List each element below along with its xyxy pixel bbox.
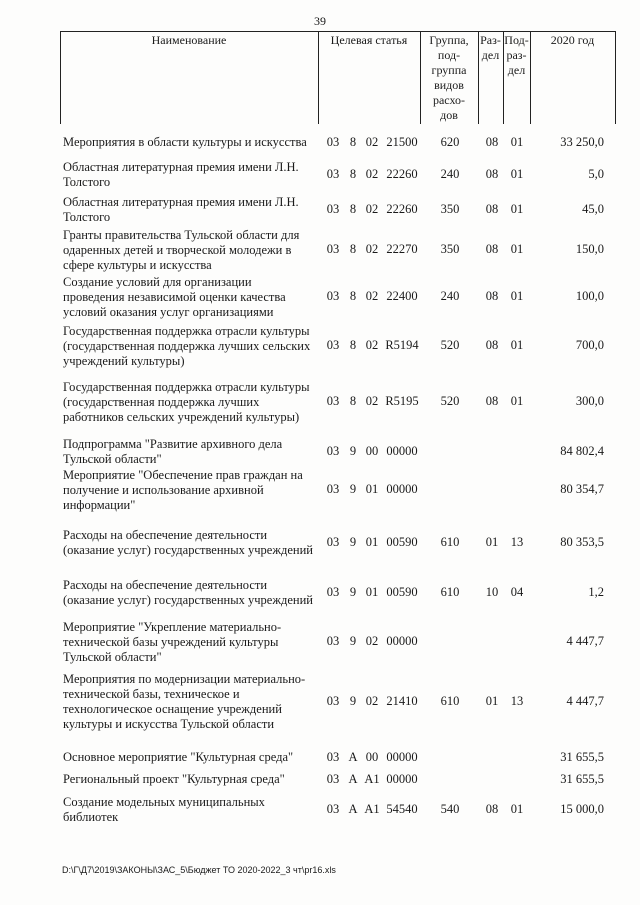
cell-a: 03 (326, 585, 340, 599)
cell-b: А (348, 750, 358, 764)
cell-a: 03 (326, 802, 340, 816)
cell-sec: 01 (485, 694, 499, 708)
cell-c: А1 (364, 802, 380, 816)
cell-d: 22400 (386, 289, 418, 303)
cell-a: 03 (326, 634, 340, 648)
cell-d: 54540 (386, 802, 418, 816)
cell-sub: 01 (510, 802, 524, 816)
cell-grp: 350 (440, 202, 460, 216)
cell-b: 8 (349, 394, 357, 408)
cell-b: 8 (349, 242, 357, 256)
row-name: Региональный проект "Культурная среда" (63, 772, 285, 786)
cell-d: 00590 (386, 585, 418, 599)
cell-a: 03 (326, 482, 340, 496)
cell-sub: 01 (510, 338, 524, 352)
cell-sec: 08 (485, 167, 499, 181)
cell-a: 03 (326, 338, 340, 352)
cell-a: 03 (326, 444, 340, 458)
cell-amount-2020: 300,0 (575, 394, 604, 408)
cell-d: 21500 (386, 135, 418, 149)
cell-sec: 01 (485, 535, 499, 549)
cell-a: 03 (326, 289, 340, 303)
cell-amount-2020: 4 447,7 (566, 694, 604, 708)
cell-sub: 13 (510, 694, 524, 708)
cell-c: 02 (365, 394, 379, 408)
row-name: Создание модельных муниципальных библиотек (63, 795, 265, 824)
header-group: Группа, под- группа видов расхо- дов (429, 33, 469, 122)
header-subsection: Под- раз- дел (504, 33, 529, 77)
cell-b: 9 (349, 585, 357, 599)
row-name: Государственная поддержка отрасли культуры (государственная поддержка лучших сельских учреждений культуры) (63, 324, 311, 368)
cell-d: R5195 (385, 394, 419, 408)
cell-a: 03 (326, 394, 340, 408)
cell-d: 21410 (386, 694, 418, 708)
row-name: Гранты правительства Тульской области для одаренных детей и творческой молодежи в сфере культуры и искусства (63, 228, 300, 272)
cell-sec: 08 (485, 394, 499, 408)
cell-c: 02 (365, 289, 379, 303)
row-name: Мероприятия в области культуры и искусства (63, 135, 307, 149)
cell-d: 00000 (386, 444, 418, 458)
cell-b: 8 (349, 202, 357, 216)
cell-d: 00000 (386, 482, 418, 496)
cell-grp: 520 (440, 394, 460, 408)
cell-b: 8 (349, 135, 357, 149)
cell-sec: 08 (485, 289, 499, 303)
cell-sub: 01 (510, 167, 524, 181)
row-name: Областная литературная премия имени Л.Н. Толстого (63, 160, 299, 189)
cell-a: 03 (326, 242, 340, 256)
cell-amount-2020: 31 655,5 (560, 750, 604, 764)
cell-a: 03 (326, 750, 340, 764)
cell-grp: 610 (440, 535, 460, 549)
cell-d: 00000 (386, 772, 418, 786)
cell-grp: 620 (440, 135, 460, 149)
cell-c: 02 (365, 167, 379, 181)
cell-a: 03 (326, 694, 340, 708)
cell-c: А1 (364, 772, 380, 786)
header-top-border (60, 31, 615, 32)
row-name: Государственная поддержка отрасли культуры (государственная поддержка лучших работников сельских учреждений культуры) (63, 380, 310, 424)
cell-amount-2020: 80 353,5 (560, 535, 604, 549)
cell-grp: 610 (440, 694, 460, 708)
cell-a: 03 (326, 202, 340, 216)
cell-b: 9 (349, 694, 357, 708)
cell-sec: 08 (485, 802, 499, 816)
cell-amount-2020: 31 655,5 (560, 772, 604, 786)
cell-c: 01 (365, 482, 379, 496)
cell-d: R5194 (385, 338, 419, 352)
cell-sub: 01 (510, 289, 524, 303)
row-name: Расходы на обеспечение деятельности (оказание услуг) государственных учреждений (63, 578, 313, 607)
cell-b: 9 (349, 535, 357, 549)
cell-c: 02 (365, 202, 379, 216)
header-section: Раз- дел (480, 33, 501, 62)
cell-c: 02 (365, 338, 379, 352)
cell-b: 8 (349, 289, 357, 303)
cell-c: 02 (365, 634, 379, 648)
cell-sec: 08 (485, 135, 499, 149)
row-name: Основное мероприятие "Культурная среда" (63, 750, 294, 764)
cell-amount-2020: 150,0 (575, 242, 604, 256)
page-number: 39 (314, 14, 326, 28)
cell-d: 22260 (386, 167, 418, 181)
cell-b: А (348, 772, 358, 786)
cell-a: 03 (326, 772, 340, 786)
cell-b: 9 (349, 444, 357, 458)
cell-grp: 610 (440, 585, 460, 599)
cell-d: 00000 (386, 750, 418, 764)
row-name: Расходы на обеспечение деятельности (оказание услуг) государственных учреждений (63, 528, 313, 557)
cell-grp: 520 (440, 338, 460, 352)
header-target-article: Целевая статья (330, 33, 408, 47)
cell-c: 00 (365, 750, 379, 764)
cell-b: 8 (349, 338, 357, 352)
cell-d: 22270 (386, 242, 418, 256)
cell-c: 00 (365, 444, 379, 458)
cell-d: 00590 (386, 535, 418, 549)
row-name: Создание условий для организации проведения независимой оценки качества условий оказания услуг организациями (63, 275, 286, 319)
cell-sub: 04 (510, 585, 524, 599)
cell-amount-2020: 80 354,7 (560, 482, 604, 496)
header-year: 2020 год (550, 33, 595, 47)
cell-b: 9 (349, 482, 357, 496)
cell-sec: 08 (485, 202, 499, 216)
cell-grp: 540 (440, 802, 460, 816)
cell-b: 9 (349, 634, 357, 648)
cell-amount-2020: 15 000,0 (560, 802, 604, 816)
row-name: Мероприятие "Обеспечение прав граждан на получение и использование архивной информации" (63, 468, 303, 512)
cell-grp: 240 (440, 289, 460, 303)
cell-grp: 350 (440, 242, 460, 256)
cell-amount-2020: 4 447,7 (566, 634, 604, 648)
cell-sub: 01 (510, 394, 524, 408)
header-divider (615, 31, 616, 124)
cell-a: 03 (326, 135, 340, 149)
cell-c: 01 (365, 535, 379, 549)
cell-c: 02 (365, 135, 379, 149)
row-name: Мероприятие "Укрепление материально- технической базы учреждений культуры Тульской области" (63, 620, 282, 664)
row-name: Областная литературная премия имени Л.Н. Толстого (63, 195, 299, 224)
cell-c: 02 (365, 694, 379, 708)
cell-sub: 01 (510, 202, 524, 216)
cell-sub: 13 (510, 535, 524, 549)
cell-d: 00000 (386, 634, 418, 648)
row-name: Мероприятия по модернизации материально- технической базы, техническое и технологическое оснащение учреждений культуры и искусства Тульской области (63, 672, 306, 731)
cell-amount-2020: 84 802,4 (560, 444, 604, 458)
cell-sec: 10 (485, 585, 499, 599)
cell-sec: 08 (485, 338, 499, 352)
header-name: Наименование (151, 33, 227, 47)
cell-amount-2020: 45,0 (582, 202, 604, 216)
cell-b: 8 (349, 167, 357, 181)
cell-b: А (348, 802, 358, 816)
cell-grp: 240 (440, 167, 460, 181)
cell-d: 22260 (386, 202, 418, 216)
cell-sub: 01 (510, 242, 524, 256)
cell-amount-2020: 1,2 (588, 585, 604, 599)
cell-amount-2020: 700,0 (575, 338, 604, 352)
cell-amount-2020: 33 250,0 (560, 135, 604, 149)
row-name: Подпрограмма "Развитие архивного дела Тульской области" (63, 437, 283, 466)
file-path-footer: D:\Г\Д7\2019\ЗАКОНЫ\ЗАС_5\Бюджет ТО 2020-2022_3 чт\pr16.xls (62, 865, 336, 875)
cell-sec: 08 (485, 242, 499, 256)
cell-c: 01 (365, 585, 379, 599)
cell-amount-2020: 100,0 (575, 289, 604, 303)
cell-a: 03 (326, 167, 340, 181)
cell-sub: 01 (510, 135, 524, 149)
cell-a: 03 (326, 535, 340, 549)
cell-c: 02 (365, 242, 379, 256)
cell-amount-2020: 5,0 (588, 167, 604, 181)
